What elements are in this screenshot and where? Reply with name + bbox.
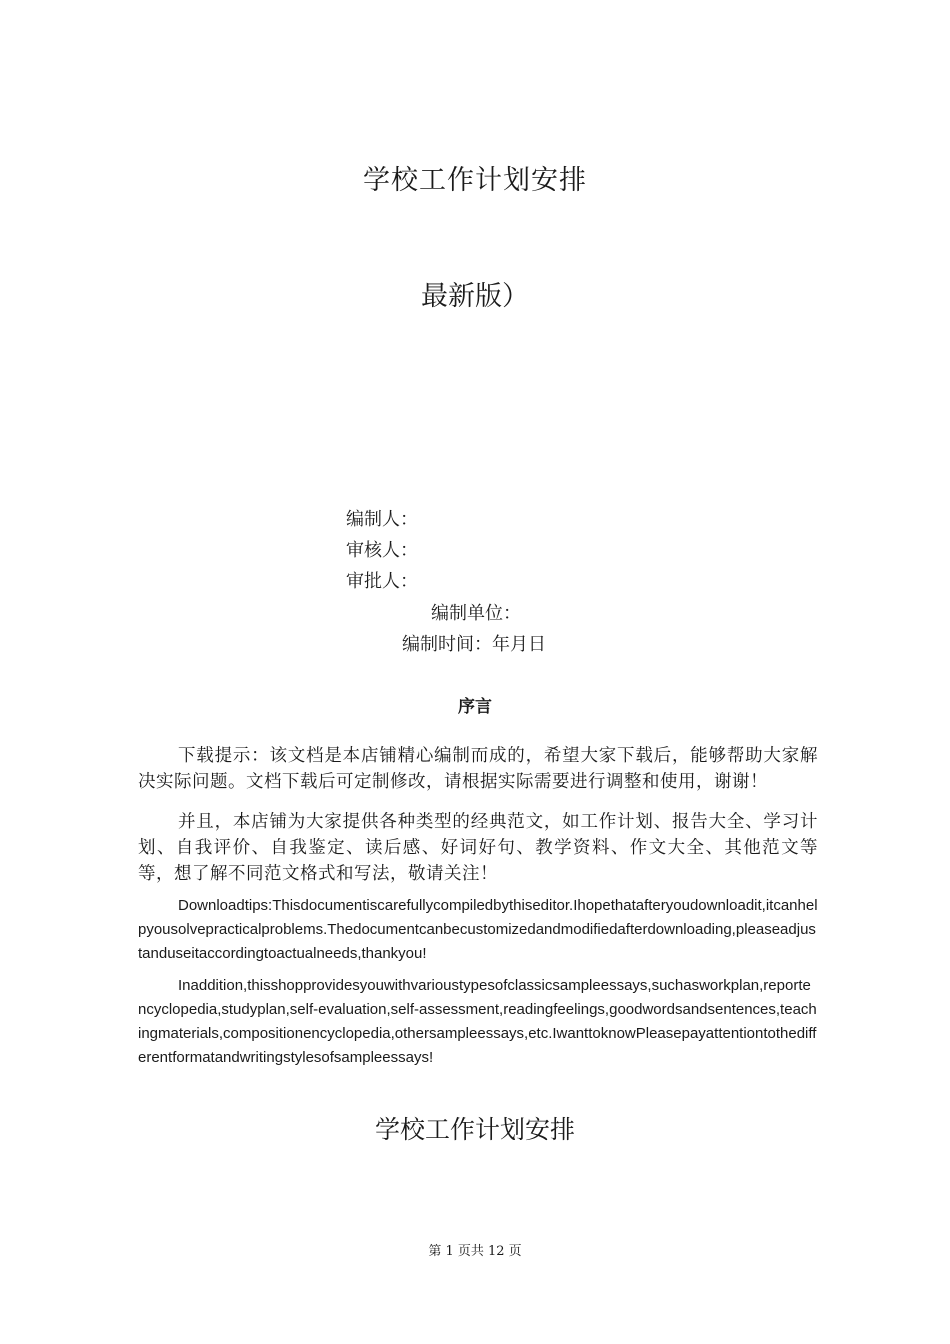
paragraph-en-1: Downloadtips:Thisdocumentiscarefullycompiledbythiseditor.Ihopethatafteryoudownloadit,itcanhelpyousolvepracticalproblems.Thedocumentcanbecustomizedandmodifiedafterdownloading,pleaseadjustanduseitaccordingtoactualneeds,thankyou!: [138, 897, 818, 962]
unit-field: 编制单位：: [431, 603, 521, 624]
approver-field: 审批人：: [346, 571, 418, 592]
paragraph-cn-1: 下载提示：该文档是本店铺精心编制而成的，希望大家下载后，能够帮助大家解决实际问题。文档下载后可定制修改，请根据实际需要进行调整和使用，谢谢！: [138, 745, 818, 791]
reviewer-field: 审核人：: [346, 540, 418, 561]
paragraph-en-2: Inaddition,thisshopprovidesyouwithvarioustypesofclassicsampleessays,suchasworkplan,reportencyclopedia,studyplan,self-evaluation,self-assessment,readingfeelings,goodwordsandsentences,teachingmaterials,compositionencyclopedia,othersampleessays,etc.IwanttoknowPleasepayattentiontothedifferentformatandwritingstylesofsampleessays!: [138, 977, 817, 1066]
document-title: 学校工作计划安排: [363, 165, 587, 196]
time-field: 编制时间：年月日: [402, 634, 546, 655]
document-edition: 最新版）: [421, 281, 529, 312]
compiler-field: 编制人：: [346, 509, 418, 530]
preface-heading: 序言: [458, 697, 492, 716]
section-title: 学校工作计划安排: [374, 1115, 575, 1144]
page-footer: 第 1 页共 12 页: [428, 1244, 522, 1259]
paragraph-cn-2: 并且，本店铺为大家提供各种类型的经典范文，如工作计划、报告大全、学习计划、自我评价、自我鉴定、读后感、好词好句、教学资料、作文大全、其他范文等等，想了解不同范文格式和写法，敬请关注！: [138, 811, 818, 883]
